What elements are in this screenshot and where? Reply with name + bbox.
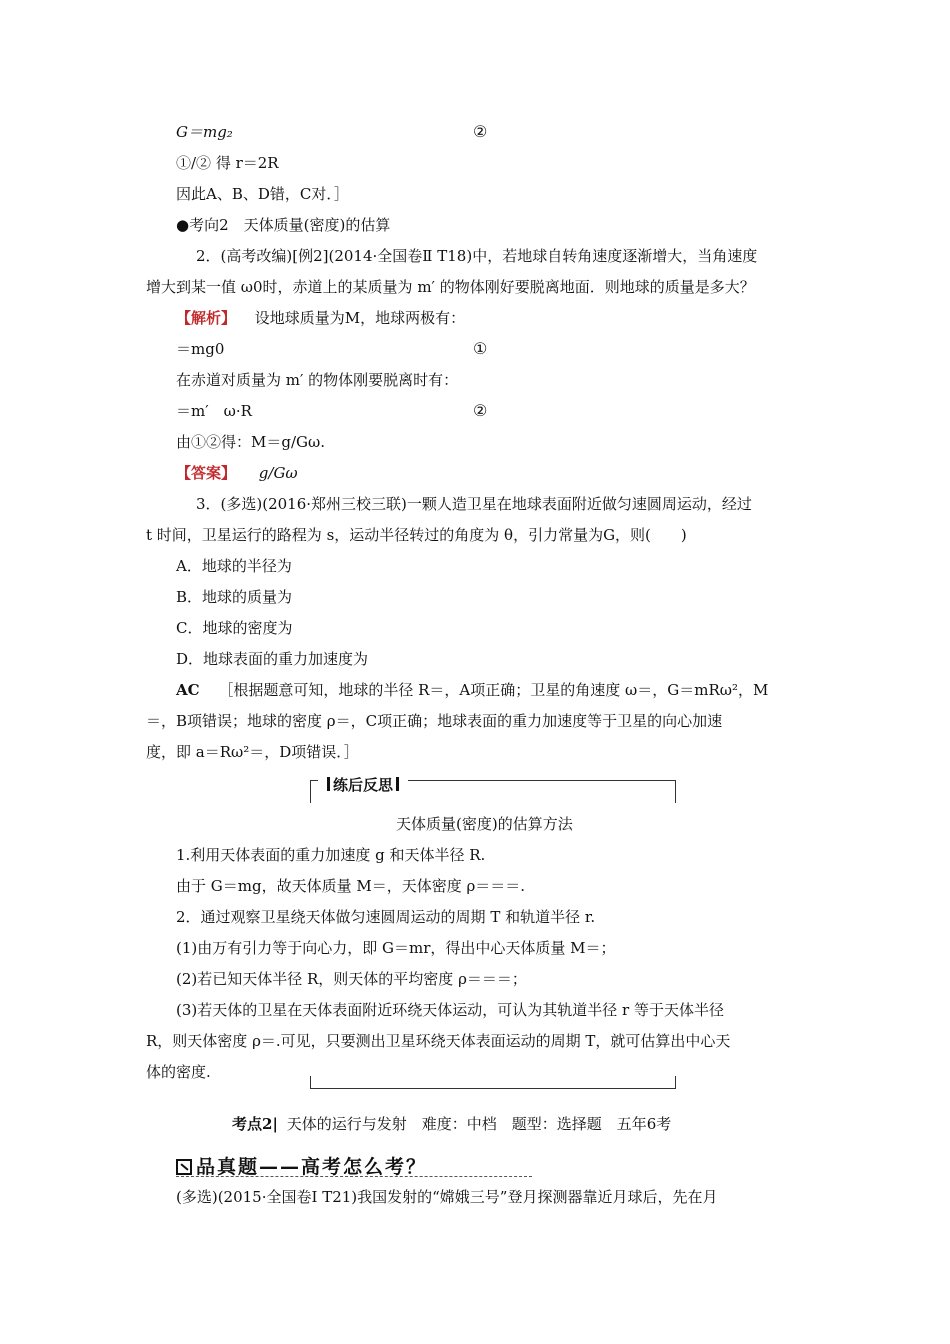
question-line: 3．(多选)(2016·郑州三校三联)一颗人造卫星在地球表面附近做匀速圆周运动，经过	[196, 495, 752, 513]
reflection-line: 2．通过观察卫星绕天体做匀速圆周运动的周期 T 和轨道半径 r.	[176, 908, 596, 926]
analysis-tag: 【解析】	[176, 309, 237, 327]
option-b: B．地球的质量为	[176, 588, 293, 606]
reflection-line: 体的密度.	[146, 1063, 211, 1081]
explanation-text: ＝，B项错误；地球的密度 ρ＝，C项正确；地球表面的重力加速度等于卫星的向心加速	[146, 712, 723, 730]
answer-tag: 【答案】	[176, 464, 237, 482]
explanation-text: ［根据题意可知，地球的半径 R＝，A项正确；卫星的角速度 ω＝，G＝mRω²，M	[218, 681, 769, 699]
real-question-banner: 品真题——高考怎么考？	[176, 1152, 427, 1179]
dashed-divider	[176, 1176, 532, 1177]
answer-text: g/Gω	[258, 464, 298, 482]
question-line: (多选)(2015·全国卷Ⅰ T21)我国发射的“嫦娥三号”登月探测器靠近月球后，先在月	[176, 1188, 718, 1206]
reflection-line: (1)由万有引力等于向心力，即 G＝mr，得出中心天体质量 M＝；	[176, 939, 616, 957]
answer-key: AC	[176, 681, 200, 699]
option-d: D．地球表面的重力加速度为	[176, 650, 369, 668]
text-line: ①/② 得 r＝2R	[176, 154, 279, 172]
equation-line: ＝m′ ω·R	[176, 402, 252, 420]
reflection-box-bottom	[310, 1076, 676, 1089]
reflection-heading: 天体质量(密度)的估算方法	[396, 815, 573, 833]
equation-number: ②	[473, 401, 488, 420]
section-heading: ●考向2 天体质量(密度)的估算	[176, 216, 391, 234]
reflection-box-title: 练后反思	[318, 774, 408, 795]
option-a: A．地球的半径为	[176, 557, 292, 575]
equation-number: ②	[473, 122, 488, 141]
question-line: 2．(高考改编)[例2](2014·全国卷Ⅱ T18)中，若地球自转角速度逐渐增大，当角速度	[196, 247, 758, 265]
reflection-line: 由于 G＝mg，故天体质量 M＝，天体密度 ρ＝＝＝.	[176, 877, 526, 895]
question-line: t 时间，卫星运行的路程为 s，运动半径转过的角度为 θ，引力常量为G，则( )	[146, 526, 687, 544]
bar-icon	[396, 777, 399, 791]
equation-line: G＝mg₂	[176, 123, 233, 141]
equation-line: ＝mg0	[176, 340, 225, 358]
topic-title: 天体的运行与发射 难度：中档 题型：选择题 五年6考	[286, 1115, 672, 1133]
reflection-line: (3)若天体的卫星在天体表面附近环绕天体运动，可认为其轨道半径 r 等于天体半径	[176, 1001, 724, 1019]
question-line: 增大到某一值 ω0时，赤道上的某质量为 m′ 的物体刚好要脱离地面．则地球的质量是多大？	[146, 278, 755, 296]
checkbox-icon	[176, 1159, 192, 1175]
equation-number: ①	[473, 339, 488, 358]
analysis-text: 设地球质量为M，地球两极有：	[254, 309, 466, 327]
reflection-line: 1.利用天体表面的重力加速度 g 和天体半径 R.	[176, 846, 486, 864]
reflection-line: (2)若已知天体半径 R，则天体的平均密度 ρ＝＝＝；	[176, 970, 527, 988]
text-line: 因此A、B、D错，C对．］	[176, 185, 349, 203]
text-line: 由①②得：M＝g/Gω.	[176, 433, 325, 451]
text-line: 在赤道对质量为 m′ 的物体刚要脱离时有：	[176, 371, 459, 389]
explanation-text: 度，即 a＝Rω²＝，D项错误．］	[146, 743, 359, 761]
option-c: C．地球的密度为	[176, 619, 293, 637]
topic-number: 考点2	[232, 1115, 273, 1133]
reflection-line: R，则天体密度 ρ＝.可见，只要测出卫星环绕天体表面运动的周期 T，就可估算出中心天	[146, 1032, 731, 1050]
bar-icon	[327, 777, 330, 791]
